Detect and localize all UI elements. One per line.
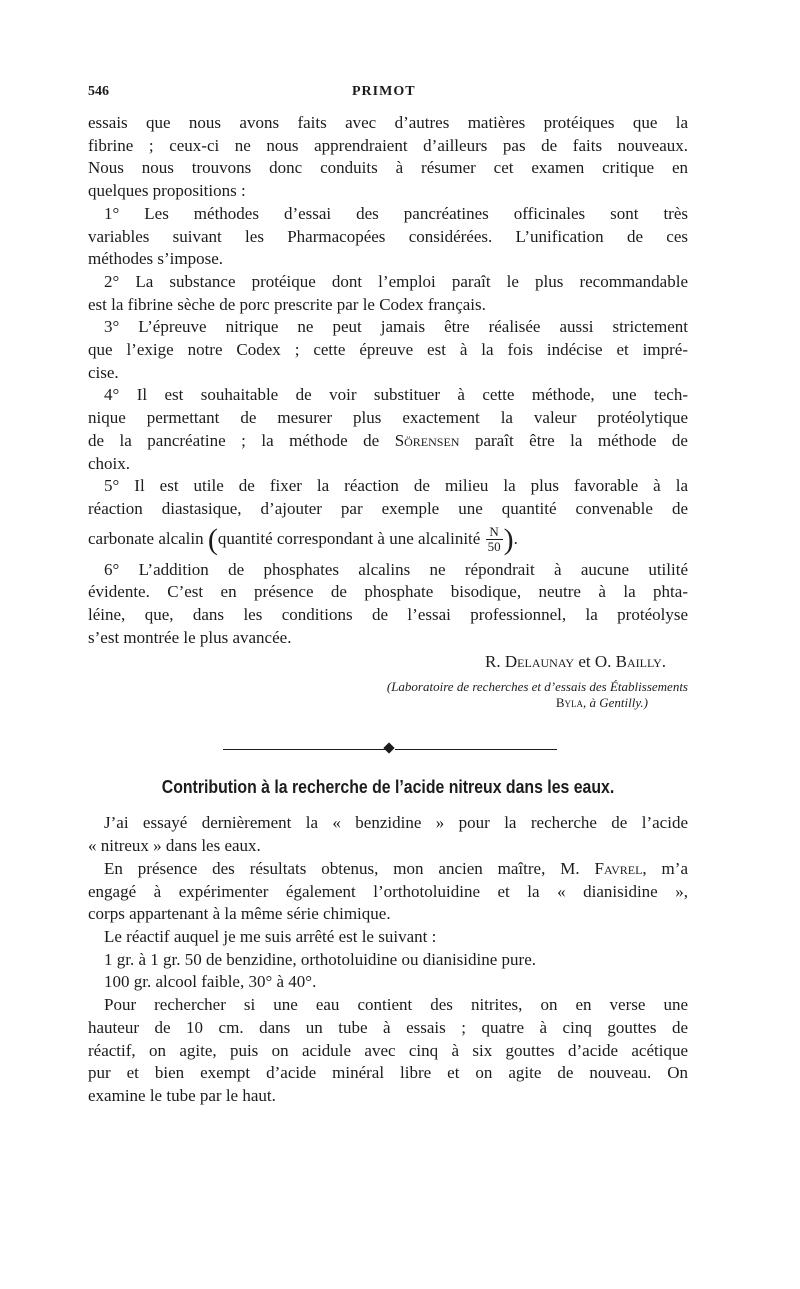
proposition-4-line: 4° Il est souhaitable de voir substituer à cette méthode, une tech- [104,385,688,405]
section-separator [88,721,688,761]
running-head: PRIMOT [352,84,416,99]
text-line: Pour rechercher si une eau contient des nitrites, on en verse une [104,995,688,1015]
proposition-6-line: 6° L’addition de phosphates alcalins ne répondrait à aucune utilité [104,559,688,579]
text-line: s’est montrée le plus avancée. [88,627,292,647]
page-header [88,84,688,112]
proposition-3-line: 3° L’épreuve nitrique ne peut jamais être réalisée aussi strictement [104,317,688,337]
formula-text: quantité correspondant à une alcalinité [217,528,481,548]
author-name-sorensen: Sörensen [394,430,460,450]
text-line: pur et bien exempt d’acide minéral libre et on agite de nouveau. On [88,1063,688,1083]
signature-connector: et O. [574,652,616,672]
page-number: 546 [88,84,109,99]
article-conclusion [88,112,688,649]
reagent-line: 1 gr. à 1 gr. 50 de benzidine, orthotoluidine ou dianisidine pure. [104,949,536,969]
text-line: examine le tube par le haut. [88,1085,276,1105]
text-line: cise. [88,362,119,382]
text-line: J’ai essayé dernièrement la « benzidine » pour la recherche de l’acide [104,813,688,833]
proposition-5-line: 5° Il est utile de fixer la réaction de milieu la plus favorable à la [104,476,688,496]
text-line: réactif, on agite, puis on acidule avec cinq à six gouttes d’acide acétique [88,1040,688,1060]
fraction-denominator: 50 [487,539,501,555]
affiliation-line: (Laboratoire de recherches et d’essais des Établissements [386,679,688,695]
text-line: que l’exige notre Codex ; cette épreuve est à la fois indécise et impré- [88,340,688,360]
text-line: quelques propositions : [88,181,246,201]
text-line: évidente. C’est en présence de phosphate bisodique, neutre à la phta- [88,582,688,602]
proposition-2-line: 2° La substance protéique dont l’emploi paraît le plus recommandable [104,271,688,291]
article-title: Contribution à la recherche de l’acide nitreux dans les eaux. [161,777,615,798]
text-segment: , m’a [642,858,688,878]
document-page [88,84,688,1108]
text-line: Le réactif auquel je me suis arrêté est le suivant : [104,926,437,946]
text-line: est la fibrine sèche de porc prescrite par le Codex français. [88,294,486,314]
text-line: « nitreux » dans les eaux. [88,836,261,856]
text-line: Nous nous trouvons donc conduits à résumer cet examen critique en [88,158,688,178]
text-segment: En présence des résultats obtenus, mon ancien maître, M. [104,858,595,878]
reagent-line: 100 gr. alcool faible, 30° à 40°. [104,972,317,992]
separator-rule [395,749,557,750]
text-line: fibrine ; ceux-ci ne nous apprendraient d’ailleurs pas de faits nouveaux. [88,135,688,155]
company-name-byla: Byla [555,695,583,711]
text-line: variables suivant les Pharmacopées considérées. L’unification de ces [88,226,688,246]
text-line: léine, que, dans les conditions de l’essai professionnel, la protéolyse [88,605,688,625]
close-parenthesis: ) [503,522,514,556]
text-line: hauteur de 10 cm. dans un tube à essais ; quatre à cinq gouttes de [88,1017,688,1037]
affiliation-location: , à Gentilly.) [583,695,648,711]
authors-signature [88,651,688,673]
open-parenthesis: ( [207,522,218,556]
proposition-1-line: 1° Les méthodes d’essai des pancréatines officinales sont très [104,203,688,223]
signature-end: . [661,652,666,672]
diamond-ornament-icon [383,743,394,754]
text-line: nique permettant de mesurer plus exactement la valeur protéolytique [88,408,688,428]
fraction-n-over-50 [486,525,503,554]
fraction-numerator: N [486,525,503,540]
text-line [88,430,688,453]
author-bailly: Bailly [615,652,662,672]
text-line: corps appartenant à la même série chimique. [88,904,391,924]
text-segment: de la pancréatine ; la méthode de [88,430,395,450]
formula-suffix: . [513,528,518,548]
article-nitrous-acid [88,812,688,1107]
affiliation-line [88,695,688,711]
text-line [88,858,688,881]
formula-prefix: carbonate alcalin [88,528,204,548]
text-line: essais que nous avons faits avec d’autres matières protéiques que la [88,113,688,132]
text-line: choix. [88,453,131,473]
author-delaunay: Delaunay [504,652,575,672]
separator-rule [223,749,385,750]
text-line: méthodes s’impose. [88,249,224,269]
signature-initial: R. [485,652,505,672]
laboratory-affiliation [88,679,688,711]
text-line: engagé à expérimenter également l’orthotoluidine et la « dianisidine », [88,881,688,901]
text-line: réaction diastasique, d’ajouter par exemple une quantité convenable de [88,498,688,518]
author-name-favrel: Favrel [594,858,643,878]
text-segment: paraît être la méthode de [459,430,688,450]
formula-line [88,523,688,555]
